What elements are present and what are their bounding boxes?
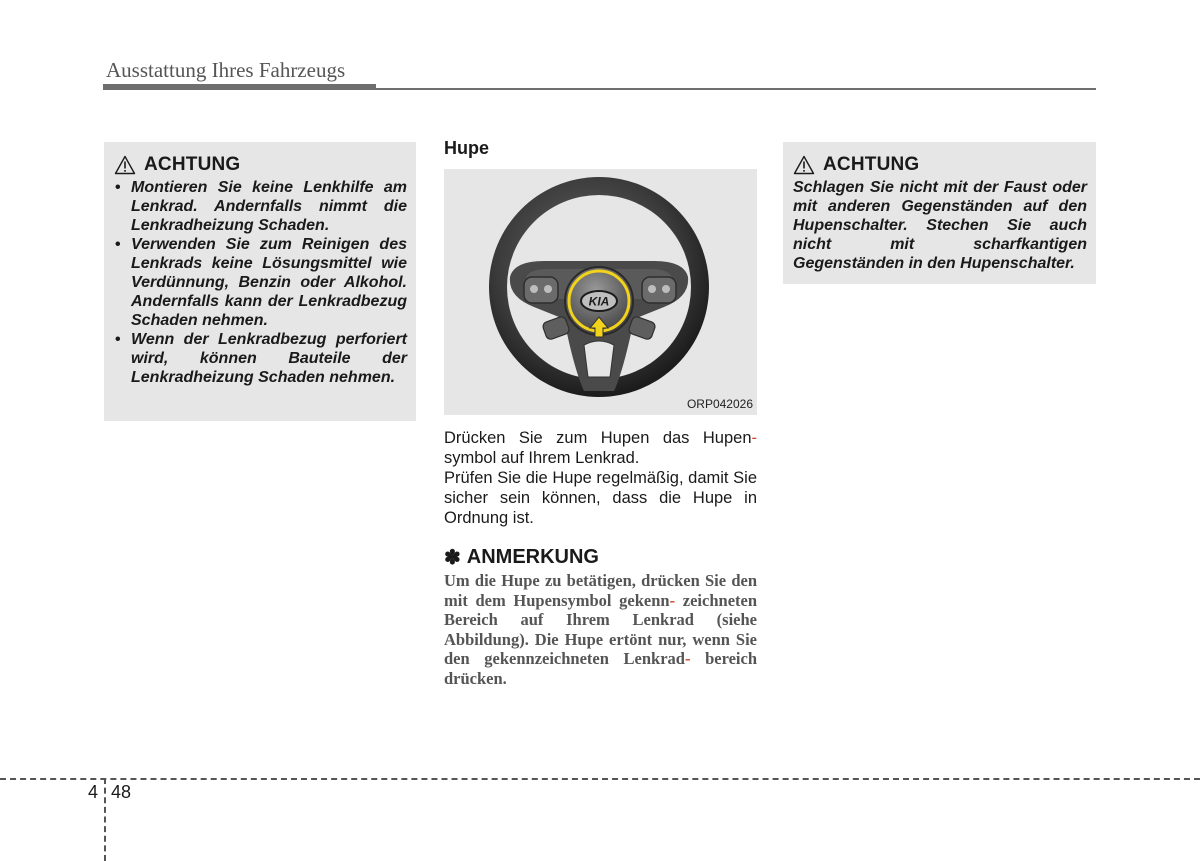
note-line: den mit dem Hupensymbol gekenn (444, 571, 758, 610)
horn-paragraph-2: Prüfen Sie die Hupe regelmäßig, damit Sie sicher sein können, dass die Hupe in Ordnung ist. (444, 469, 757, 527)
bullet: • (115, 179, 121, 196)
warning-item-text: Montieren Sie keine Lenkhilfe am Lenkrad. Andernfalls nimmt die Lenkradheizung Schaden. (131, 179, 407, 234)
note-line: wenn Sie den gekennzeichneten Lenkrad (444, 629, 757, 668)
horn-paragraph-1 (444, 428, 757, 468)
warning-item-text: Wenn der Lenkradbezug perforiert wird, können Bauteile der Lenkradheizung Schaden nehmen. (131, 331, 407, 386)
warning-heading-label: ACHTUNG (144, 154, 241, 175)
page-header-title: Ausstattung Ihres Fahrzeugs (106, 58, 346, 82)
page-number: 48 (111, 782, 132, 802)
footer-divider (0, 778, 1200, 780)
warning-box-right (783, 142, 1096, 284)
figure-code: ORP042026 (686, 397, 753, 411)
chapter-number: 4 (88, 782, 99, 802)
hyphen-mark: - (751, 429, 757, 447)
warning-heading-label: ACHTUNG (823, 154, 920, 175)
left-control-buttons (524, 277, 558, 303)
note-line: bereich drücken. (444, 649, 758, 688)
footer-vertical-divider (104, 778, 106, 861)
note-line: zeichneten Bereich auf Ihrem Lenkrad (444, 590, 758, 629)
bullet: • (115, 331, 121, 348)
bullet: • (115, 236, 121, 253)
hyphen-mark: - (684, 649, 691, 668)
header-rule-thin (376, 88, 1096, 90)
header-rule-thick (103, 84, 376, 90)
warning-heading (114, 154, 407, 176)
note-heading (444, 545, 599, 570)
brand-logo-text: KIA (588, 294, 610, 309)
note-heading-label: ANMERKUNG (466, 546, 599, 568)
hyphen-mark: - (669, 590, 676, 610)
warning-list-item (114, 178, 407, 235)
steering-wheel-illustration (444, 169, 757, 415)
note-body (444, 571, 757, 688)
warning-list-item (114, 235, 407, 330)
horn-paragraph-1-part-a: Drücken Sie zum Hupen das Hupen (444, 429, 752, 447)
warning-list (114, 178, 407, 387)
warning-box-left (104, 142, 416, 421)
warning-triangle-icon (114, 155, 136, 175)
asterisk-icon: ✽ (444, 547, 461, 569)
warning-triangle-icon (793, 155, 815, 175)
horn-paragraph-1-part-b: symbol auf Ihrem Lenkrad. (444, 449, 640, 467)
warning-list-item (114, 330, 407, 387)
warning-item-text: Verwenden Sie zum Reinigen des Lenkrads keine Lösungsmittel wie Verdünnung, Benzin oder Alkohol. Andernfalls kann der Lenkradbezug Schaden nehmen. (131, 236, 407, 329)
warning-text: Schlagen Sie nicht mit der Faust oder mit anderen Gegenständen auf den Hupenschalter. Stechen Sie auch nicht mit scharfkantigen Gegenständen in den Hupenschalter. (793, 179, 1087, 272)
steering-wheel-figure (444, 169, 757, 415)
right-control-buttons (642, 277, 676, 303)
warning-heading (793, 154, 1087, 176)
note-line: (siehe Abbildung). Die Hupe ertönt nur, (444, 610, 757, 649)
section-heading-hupe: Hupe (444, 138, 489, 158)
note-line: Um die Hupe zu betätigen, drücken Sie (444, 571, 727, 590)
